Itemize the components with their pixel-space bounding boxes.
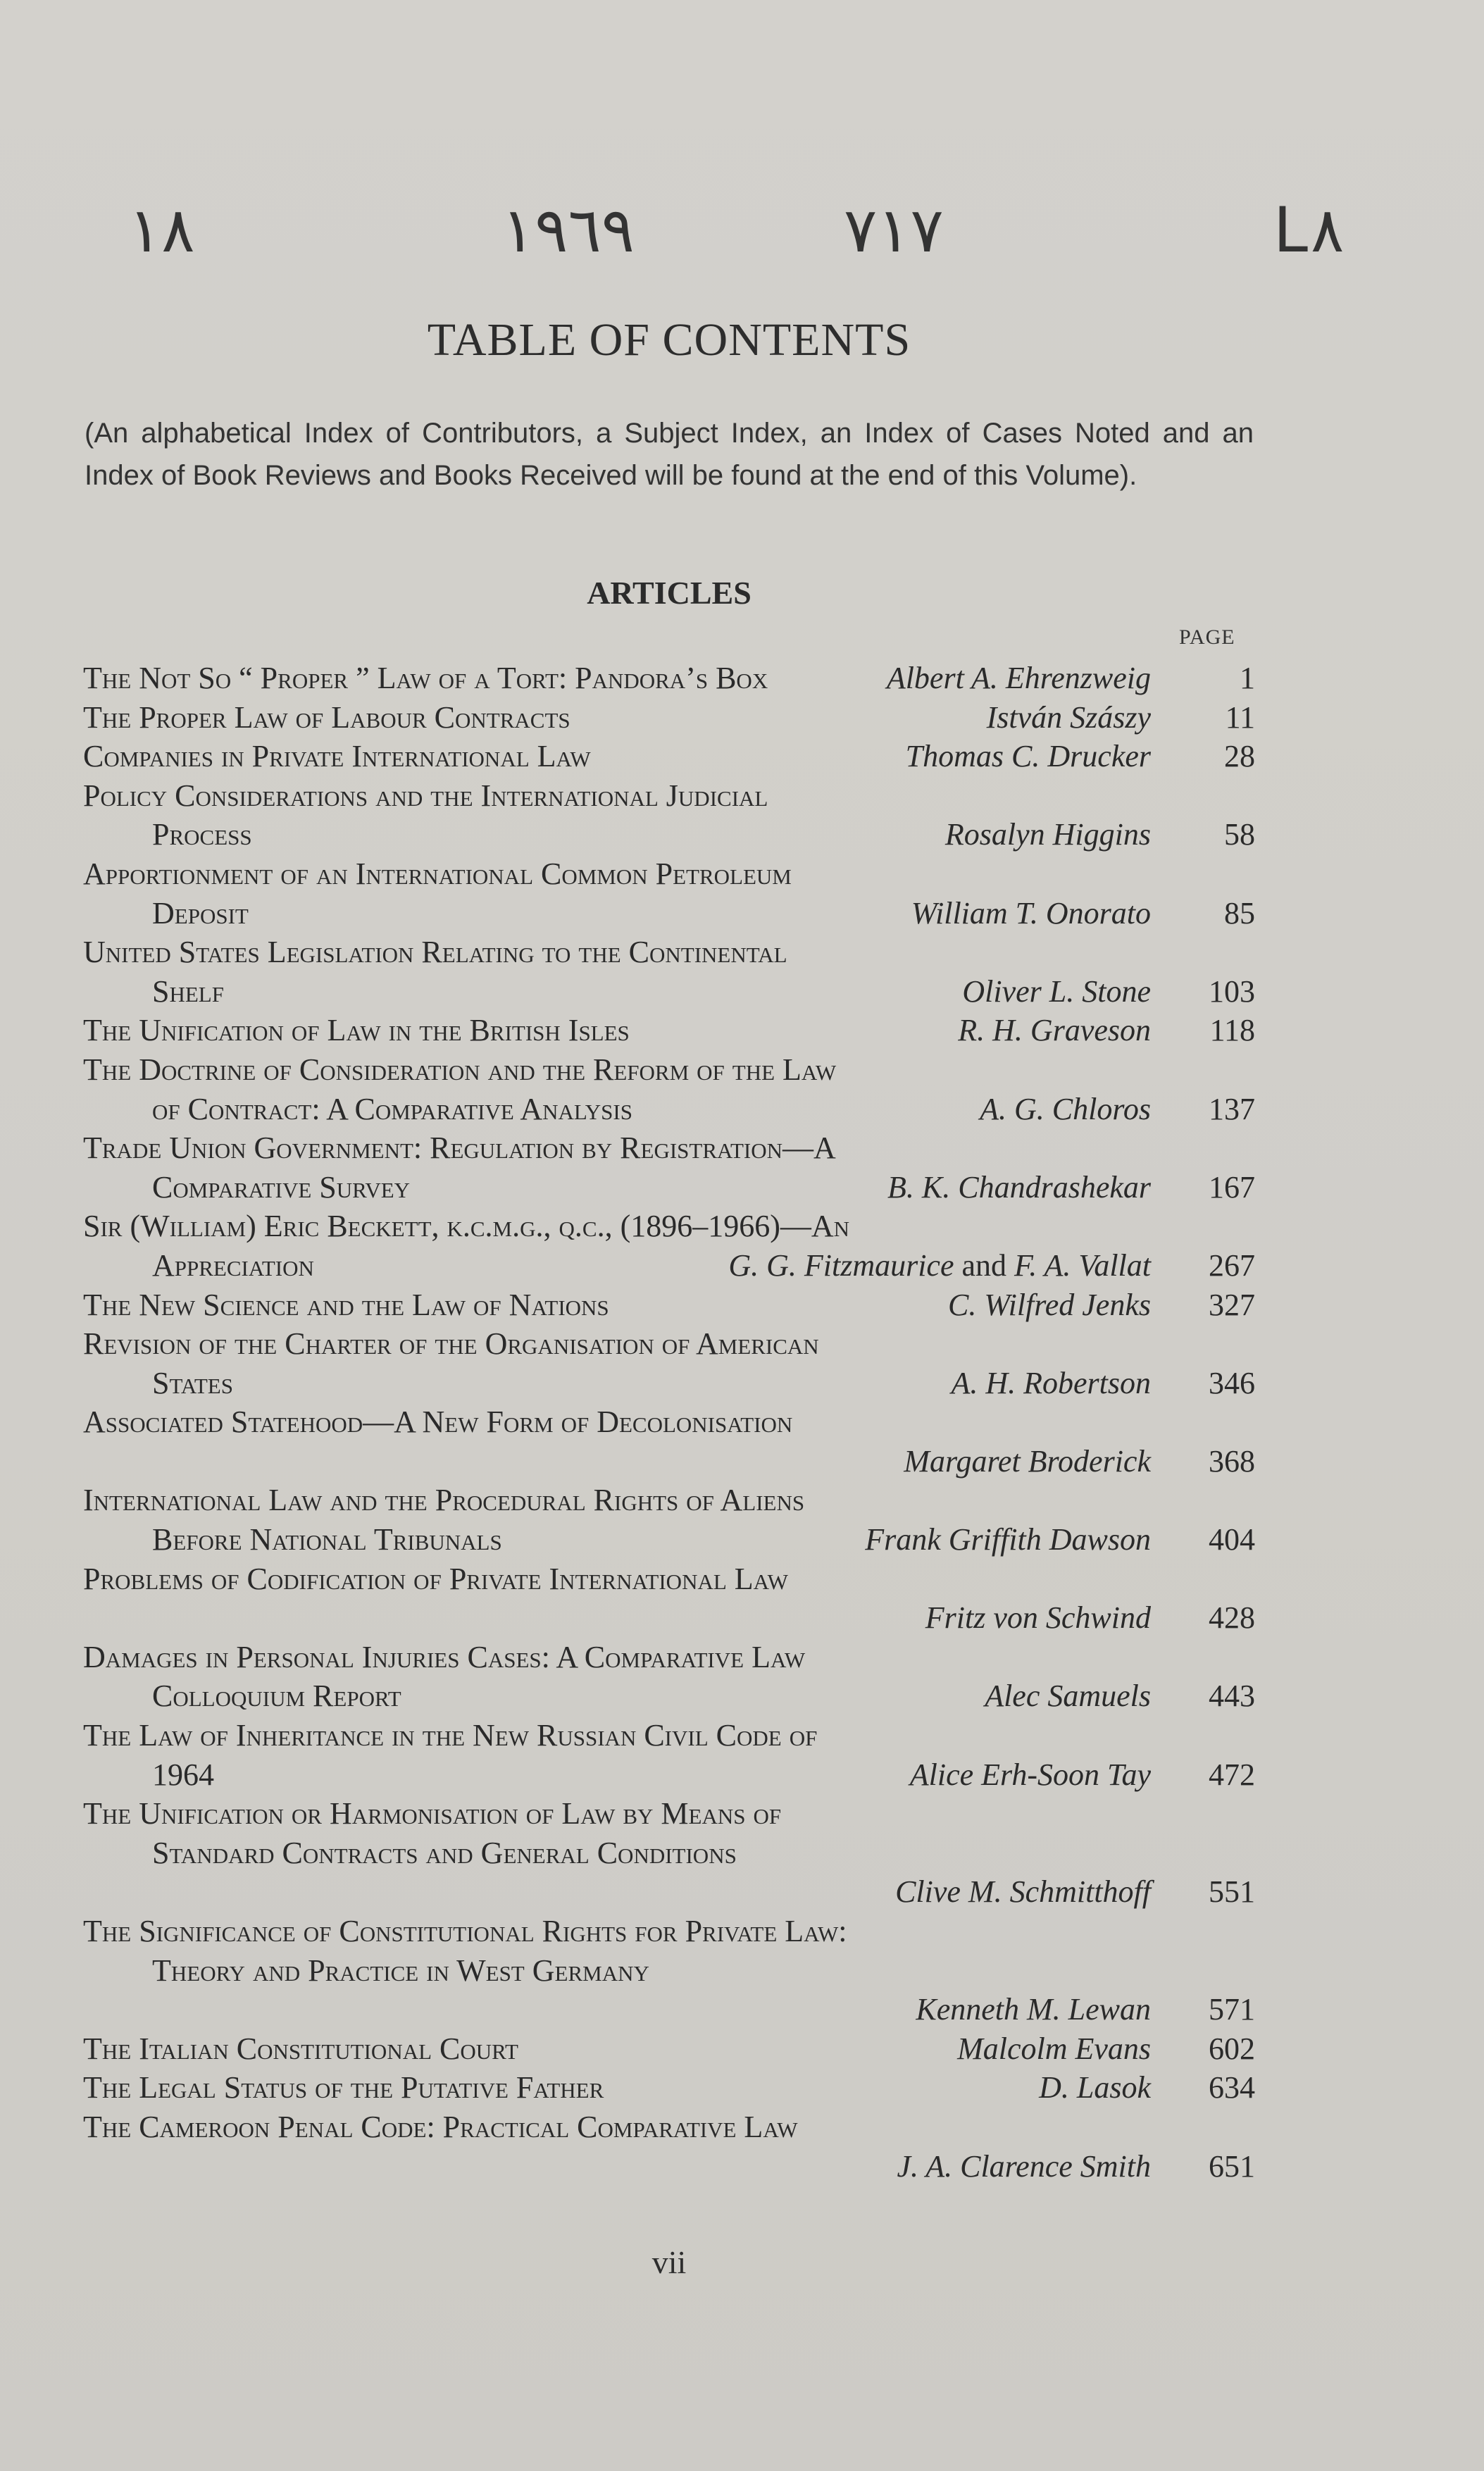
entry-line xyxy=(83,1834,1255,1873)
entry-title: States xyxy=(152,1365,233,1400)
entry-title: Standard Contracts and General Conditions xyxy=(152,1835,737,1870)
author-name: Kenneth M. Lewan xyxy=(916,1992,1151,2027)
author-name: D. Lasok xyxy=(1039,2070,1151,2105)
author-joiner: and xyxy=(954,1247,1015,1283)
author-name: B. K. Chandrashekar xyxy=(887,1169,1151,1205)
entry-line xyxy=(83,698,1255,737)
entry-author xyxy=(887,659,1151,698)
entry-line xyxy=(83,815,1255,854)
entry-title: Appreciation xyxy=(152,1247,314,1283)
author-name: J. A. Clarence Smith xyxy=(897,2148,1151,2184)
author-name: William T. Onorato xyxy=(911,895,1151,930)
page-column-label: PAGE xyxy=(1179,625,1235,649)
entry-title: The Italian Constitutional Court xyxy=(83,2031,518,2066)
toc-entry xyxy=(83,1286,1255,1325)
entry-title: The Proper Law of Labour Contracts xyxy=(83,699,570,735)
entry-page-number: 11 xyxy=(1225,699,1255,735)
handwritten-note-3: ٧١٧ xyxy=(844,194,944,266)
entry-title: The New Science and the Law of Nations xyxy=(83,1287,609,1322)
toc-entry xyxy=(83,1324,1255,1402)
toc-entry xyxy=(83,1794,1255,1912)
entry-page-number: 167 xyxy=(1209,1169,1255,1205)
entry-line xyxy=(83,1676,1255,1716)
entry-line xyxy=(83,1442,1255,1481)
toc-entry xyxy=(83,659,1255,698)
author-name: Thomas C. Drucker xyxy=(905,739,1151,774)
entry-author xyxy=(962,972,1151,1012)
entry-line xyxy=(83,1128,1255,1168)
entry-line xyxy=(83,1364,1255,1403)
entry-title: Colloquium Report xyxy=(152,1679,401,1714)
entry-line xyxy=(83,1011,1255,1050)
toc-entry xyxy=(83,2108,1255,2186)
entry-page-number: 58 xyxy=(1224,817,1255,852)
entry-title: The Unification or Harmonisation of Law by Means of xyxy=(83,1796,782,1831)
entry-author xyxy=(958,1011,1151,1050)
entry-page-number: 28 xyxy=(1224,739,1255,774)
handwritten-note-1: ١٨ xyxy=(128,194,195,266)
toc-entry xyxy=(83,854,1255,933)
intro-note: (An alphabetical Index of Contributors, a Subject Index, an Index of Cases Noted and an Index of Book Reviews and Books Received will be found at the end of this Volume). xyxy=(85,418,1254,491)
entry-title: of Contract: A Comparative Analysis xyxy=(152,1091,632,1126)
entry-author xyxy=(865,1520,1151,1560)
handwritten-annotations xyxy=(0,194,1484,292)
entry-line xyxy=(83,1755,1255,1795)
entry-page-number: 602 xyxy=(1209,2031,1255,2066)
entry-author xyxy=(945,815,1151,854)
entry-page-number: 428 xyxy=(1209,1600,1255,1636)
entry-title: The Law of Inheritance in the New Russian Civil Code of xyxy=(83,1718,818,1753)
toc-entry xyxy=(83,1638,1255,1716)
entry-author xyxy=(895,1872,1151,1912)
entry-author xyxy=(887,1168,1151,1207)
author-name: Oliver L. Stone xyxy=(962,973,1151,1009)
author-name: Alec Samuels xyxy=(985,1679,1151,1714)
entry-line xyxy=(83,737,1255,776)
toc-entry xyxy=(83,1481,1255,1559)
entry-page-number: 85 xyxy=(1224,895,1255,930)
entry-line xyxy=(83,1286,1255,1325)
entry-title: Companies in Private International Law xyxy=(83,739,591,774)
entry-line xyxy=(83,894,1255,933)
entry-page-number: 346 xyxy=(1209,1365,1255,1400)
entry-line xyxy=(83,1598,1255,1638)
entry-author xyxy=(1039,2068,1151,2108)
entry-title: Problems of Codification of Private International Law xyxy=(83,1561,788,1596)
toc-entry xyxy=(83,1207,1255,1285)
entry-title: The Doctrine of Consideration and the Reform of the Law xyxy=(83,1052,837,1087)
entry-author xyxy=(910,1755,1151,1795)
author-name: Clive M. Schmitthoff xyxy=(895,1874,1151,1910)
entry-title: Associated Statehood—A New Form of Decolonisation xyxy=(83,1405,793,1440)
entry-author xyxy=(911,894,1151,933)
entry-title: Shelf xyxy=(152,973,224,1009)
entry-author xyxy=(906,737,1151,776)
entry-author xyxy=(957,2029,1151,2069)
author-name: Margaret Broderick xyxy=(904,1443,1151,1479)
entry-line xyxy=(83,2068,1255,2108)
entry-title: United States Legislation Relating to the Continental xyxy=(83,935,787,970)
entry-page-number: 118 xyxy=(1209,1013,1255,1048)
entry-title: Trade Union Government: Regulation by Registration—A xyxy=(83,1131,836,1166)
entry-title: 1964 xyxy=(152,1757,214,1792)
entry-title: International Law and the Procedural Rights of Aliens xyxy=(83,1483,805,1518)
entry-title: Comparative Survey xyxy=(152,1169,411,1205)
entry-title: The Significance of Constitutional Rights for Private Law: xyxy=(83,1914,847,1948)
entry-title: Apportionment of an International Common Petroleum xyxy=(83,856,792,891)
entry-line xyxy=(83,1207,1255,1246)
author-name: Rosalyn Higgins xyxy=(944,817,1151,852)
toc-entry xyxy=(83,1050,1255,1128)
entry-page-number: 472 xyxy=(1209,1757,1255,1792)
author-name: Albert A. Ehrenzweig xyxy=(886,661,1151,695)
entry-author xyxy=(897,2147,1152,2186)
entry-author xyxy=(980,1090,1151,1129)
entry-line xyxy=(83,1168,1255,1207)
entry-title: Theory and Practice in West Germany xyxy=(152,1953,649,1988)
author-name: A. H. Robertson xyxy=(951,1365,1151,1400)
entry-page-number: 571 xyxy=(1209,1992,1255,2027)
toc-entry xyxy=(83,737,1255,776)
entry-line xyxy=(83,854,1255,894)
entry-author xyxy=(728,1246,1151,1286)
entry-title: Deposit xyxy=(152,895,249,930)
section-title: ARTICLES xyxy=(587,575,752,611)
toc-entry xyxy=(83,1560,1255,1638)
entry-page-number: 1 xyxy=(1240,661,1255,695)
entry-line xyxy=(83,2029,1255,2069)
entry-line xyxy=(83,1872,1255,1912)
entry-line xyxy=(83,1324,1255,1364)
entry-page-number: 651 xyxy=(1209,2148,1255,2184)
entry-line xyxy=(83,1481,1255,1520)
entry-line xyxy=(83,1638,1255,1677)
toc-entry xyxy=(83,1716,1255,1794)
author-name: A. G. Chloros xyxy=(980,1091,1151,1126)
author-name: R. H. Graveson xyxy=(958,1013,1151,1048)
entry-title: The Legal Status of the Putative Father xyxy=(83,2070,604,2105)
author-name: Fritz von Schwind xyxy=(925,1600,1151,1636)
entry-page-number: 103 xyxy=(1209,973,1255,1009)
entry-title: The Not So “ Proper ” Law of a Tort: Pandora’s Box xyxy=(83,661,768,695)
page-title: TABLE OF CONTENTS xyxy=(427,314,911,366)
toc-entry xyxy=(83,698,1255,737)
entry-title: Damages in Personal Injuries Cases: A Comparative Law xyxy=(83,1639,806,1674)
entry-line xyxy=(83,1794,1255,1834)
entry-title: Sir (William) Eric Beckett, k.c.m.g., q.c., (1896–1966)—An xyxy=(83,1209,850,1244)
entry-page-number: 327 xyxy=(1209,1287,1255,1322)
entry-line xyxy=(83,1402,1255,1442)
entry-page-number: 137 xyxy=(1209,1091,1255,1126)
entry-title: Process xyxy=(152,817,252,852)
toc-entry xyxy=(83,1402,1255,1481)
entry-line xyxy=(83,1090,1255,1129)
handwritten-note-4: L٨ xyxy=(1273,194,1345,266)
author-name: Malcolm Evans xyxy=(957,2031,1151,2066)
entry-line xyxy=(83,1520,1255,1560)
entry-page-number: 551 xyxy=(1209,1874,1255,1910)
entry-author xyxy=(951,1364,1151,1403)
entry-title: Before National Tribunals xyxy=(152,1522,502,1557)
entry-author xyxy=(948,1286,1151,1325)
contents-list xyxy=(83,659,1255,2186)
entry-title: The Cameroon Penal Code: Practical Comparative Law xyxy=(83,2109,798,2144)
entry-page-number: 443 xyxy=(1209,1679,1255,1714)
toc-entry xyxy=(83,933,1255,1011)
handwritten-note-2: ١٩٦٩ xyxy=(501,194,635,266)
toc-entry xyxy=(83,1011,1255,1050)
entry-line xyxy=(83,2108,1255,2147)
entry-title: The Unification of Law in the British Isles xyxy=(83,1013,630,1048)
toc-entry xyxy=(83,2068,1255,2108)
entry-page-number: 368 xyxy=(1209,1443,1255,1479)
entry-author xyxy=(925,1598,1151,1638)
author-name: Alice Erh-Soon Tay xyxy=(909,1757,1151,1792)
entry-line xyxy=(83,1246,1255,1286)
author-name: István Szászy xyxy=(986,699,1151,735)
entry-line xyxy=(83,1050,1255,1090)
entry-line xyxy=(83,659,1255,698)
footer-page-number: vii xyxy=(651,2244,687,2280)
entry-line xyxy=(83,933,1255,972)
author-name: C. Wilfred Jenks xyxy=(948,1287,1151,1322)
entry-author xyxy=(987,698,1151,737)
entry-line xyxy=(83,1951,1255,1991)
toc-entry xyxy=(83,1128,1255,1207)
author-name: F. A. Vallat xyxy=(1014,1247,1151,1283)
entry-line xyxy=(83,2147,1255,2186)
author-name: G. G. Fitzmaurice xyxy=(728,1247,954,1283)
toc-entry xyxy=(83,1912,1255,2029)
entry-page-number: 634 xyxy=(1209,2070,1255,2105)
entry-title: Policy Considerations and the International Judicial xyxy=(83,778,768,813)
toc-entry xyxy=(83,2029,1255,2069)
entry-page-number: 267 xyxy=(1209,1247,1255,1283)
entry-line xyxy=(83,1560,1255,1599)
entry-line xyxy=(83,972,1255,1012)
entry-line xyxy=(83,1912,1255,1951)
entry-page-number: 404 xyxy=(1209,1522,1255,1557)
entry-author xyxy=(985,1676,1151,1716)
entry-line xyxy=(83,1716,1255,1755)
entry-line xyxy=(83,776,1255,816)
entry-author xyxy=(916,1990,1151,2029)
entry-author xyxy=(904,1442,1151,1481)
author-name: Frank Griffith Dawson xyxy=(865,1522,1151,1557)
toc-entry xyxy=(83,776,1255,854)
entry-title: Revision of the Charter of the Organisation of American xyxy=(83,1326,819,1362)
entry-line xyxy=(83,1990,1255,2029)
